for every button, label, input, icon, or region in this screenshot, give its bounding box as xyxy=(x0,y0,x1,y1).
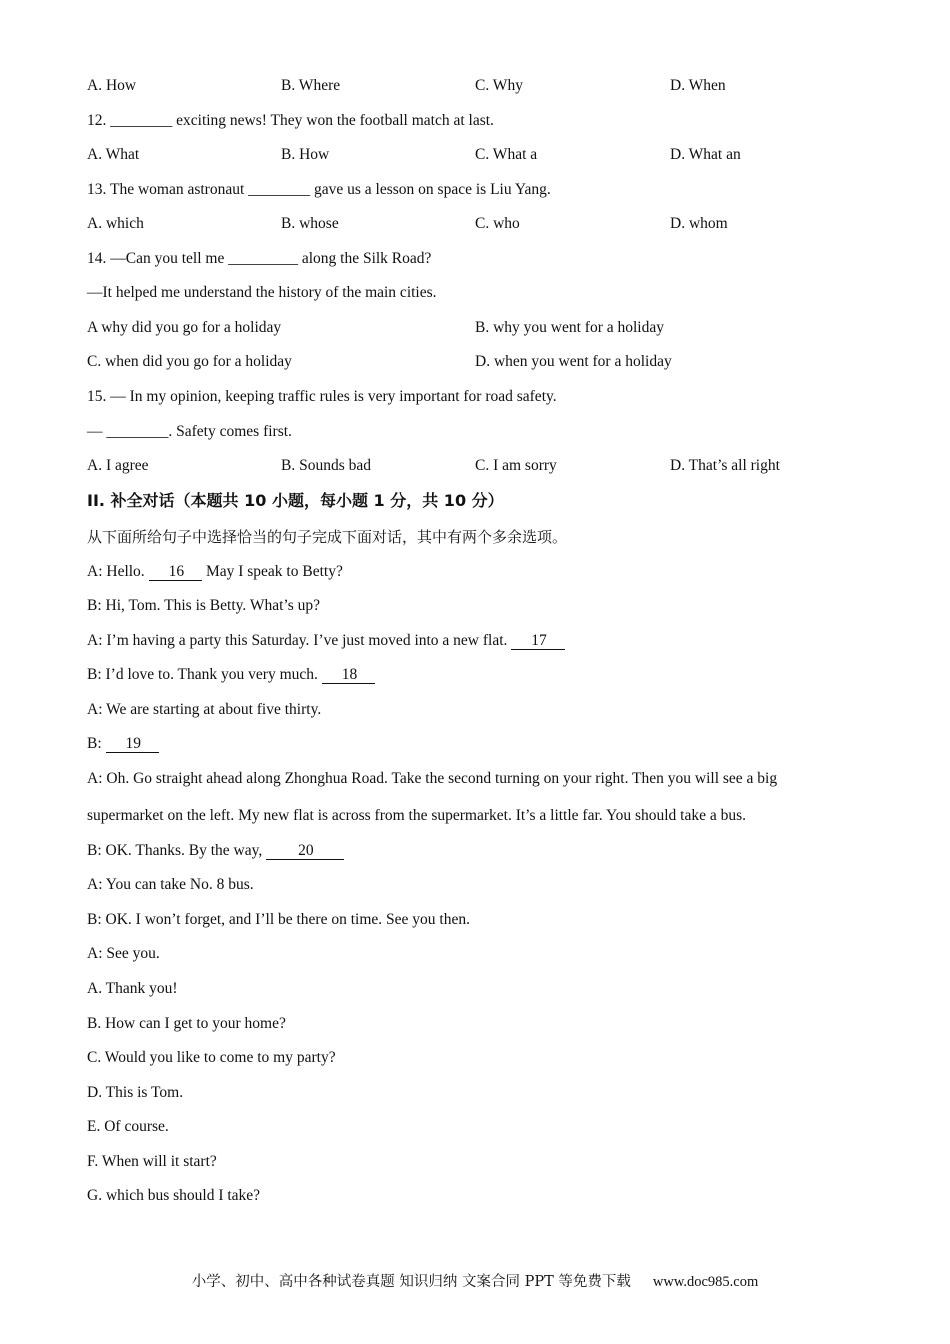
q14-options-row1 xyxy=(87,318,867,338)
q13-option-d: D. whom xyxy=(670,215,728,232)
dialogue-line-7b: supermarket on the left. My new flat is across from the supermarket. It’s a little far. You should take a bus. xyxy=(87,807,747,824)
blank-20: 20 xyxy=(266,843,344,860)
q15-reply: — ________. Safety comes first. xyxy=(87,423,292,440)
q13-stem: 13. The woman astronaut ________ gave us a lesson on space is Liu Yang. xyxy=(87,181,551,198)
dialogue-line-2: B: Hi, Tom. This is Betty. What’s up? xyxy=(87,597,320,614)
q12-option-a: A. What xyxy=(87,146,140,163)
q11-option-c: C. Why xyxy=(475,77,523,94)
blank-16: 16 xyxy=(149,564,203,581)
dialogue-line-3: A: I’m having a party this Saturday. I’ve just moved into a new flat. 17 xyxy=(87,631,565,651)
blank-17: 17 xyxy=(511,633,565,650)
footer-text: 小学、初中、高中各种试卷真题 知识归纳 文案合同 PPT 等免费下载 xyxy=(191,1274,631,1290)
dialogue-line-1: A: Hello. 16 May I speak to Betty? xyxy=(87,563,343,580)
q14-option-b: B. why you went for a holiday xyxy=(475,319,664,336)
q13-option-c: C. who xyxy=(475,215,520,232)
q13-options xyxy=(87,214,867,234)
choice-g: G. which bus should I take? xyxy=(87,1187,261,1204)
section2-instruction: 从下面所给句子中选择恰当的句子完成下面对话，其中有两个多余选项。 xyxy=(87,528,568,546)
q14-stem: 14. —Can you tell me _________ along the Silk Road? xyxy=(87,250,432,267)
dialogue-line-4: B: I’d love to. Thank you very much. 18 xyxy=(87,665,375,685)
q14-option-c: C. when did you go for a holiday xyxy=(87,353,292,370)
q11-option-b: B. Where xyxy=(281,77,341,94)
blank-18: 18 xyxy=(322,667,376,684)
dialogue-line-6: B: 19 xyxy=(87,734,159,754)
page-footer xyxy=(0,1270,950,1291)
choice-f: F. When will it start? xyxy=(87,1153,217,1170)
q12-blank: ________ xyxy=(110,112,173,129)
q11-option-d: D. When xyxy=(670,77,726,94)
choice-e: E. Of course. xyxy=(87,1118,169,1135)
choice-b: B. How can I get to your home? xyxy=(87,1015,286,1032)
q12-options xyxy=(87,145,867,165)
blank-19: 19 xyxy=(106,736,160,753)
choice-c: C. Would you like to come to my party? xyxy=(87,1049,336,1066)
q12-option-c: C. What a xyxy=(475,146,538,163)
q15-option-c: C. I am sorry xyxy=(475,457,557,474)
q12-option-b: B. How xyxy=(281,146,330,163)
footer-url[interactable]: www.doc985.com xyxy=(652,1274,759,1290)
dialogue-line-9: A: You can take No. 8 bus. xyxy=(87,876,254,893)
q11-options xyxy=(87,76,867,96)
q14-options-row2 xyxy=(87,352,867,372)
q15-blank: ________ xyxy=(106,423,169,440)
q15-option-d: D. That’s all right xyxy=(670,457,780,474)
dialogue-line-7a: A: Oh. Go straight ahead along Zhonghua Road. Take the second turning on your right. Then you will see a big xyxy=(87,770,778,787)
q13-blank: ________ xyxy=(248,181,311,198)
q12-option-d: D. What an xyxy=(670,146,741,163)
dialogue-line-8: B: OK. Thanks. By the way, 20 xyxy=(87,841,344,861)
q14-blank: _________ xyxy=(228,250,298,267)
dialogue-line-5: A: We are starting at about five thirty. xyxy=(87,701,322,718)
dialogue-line-10: B: OK. I won’t forget, and I’ll be there on time. See you then. xyxy=(87,911,470,928)
section2-heading: II. 补全对话（本题共 10 小题，每小题 1 分，共 10 分） xyxy=(87,491,504,510)
q15-options xyxy=(87,456,867,476)
choice-a: A. Thank you! xyxy=(87,980,178,997)
q15-option-a: A. I agree xyxy=(87,457,149,474)
choice-d: D. This is Tom. xyxy=(87,1084,184,1101)
q14-option-d: D. when you went for a holiday xyxy=(475,353,672,370)
q15-option-b: B. Sounds bad xyxy=(281,457,371,474)
dialogue-line-11: A: See you. xyxy=(87,945,160,962)
q14-option-a: A why did you go for a holiday xyxy=(87,319,282,336)
q15-stem: 15. — In my opinion, keeping traffic rules is very important for road safety. xyxy=(87,388,557,405)
q11-option-a: A. How xyxy=(87,77,137,94)
q14-reply: —It helped me understand the history of the main cities. xyxy=(87,284,437,301)
q12-stem: 12. ________ exciting news! They won the football match at last. xyxy=(87,112,494,129)
q13-option-b: B. whose xyxy=(281,215,339,232)
q13-option-a: A. which xyxy=(87,215,144,232)
